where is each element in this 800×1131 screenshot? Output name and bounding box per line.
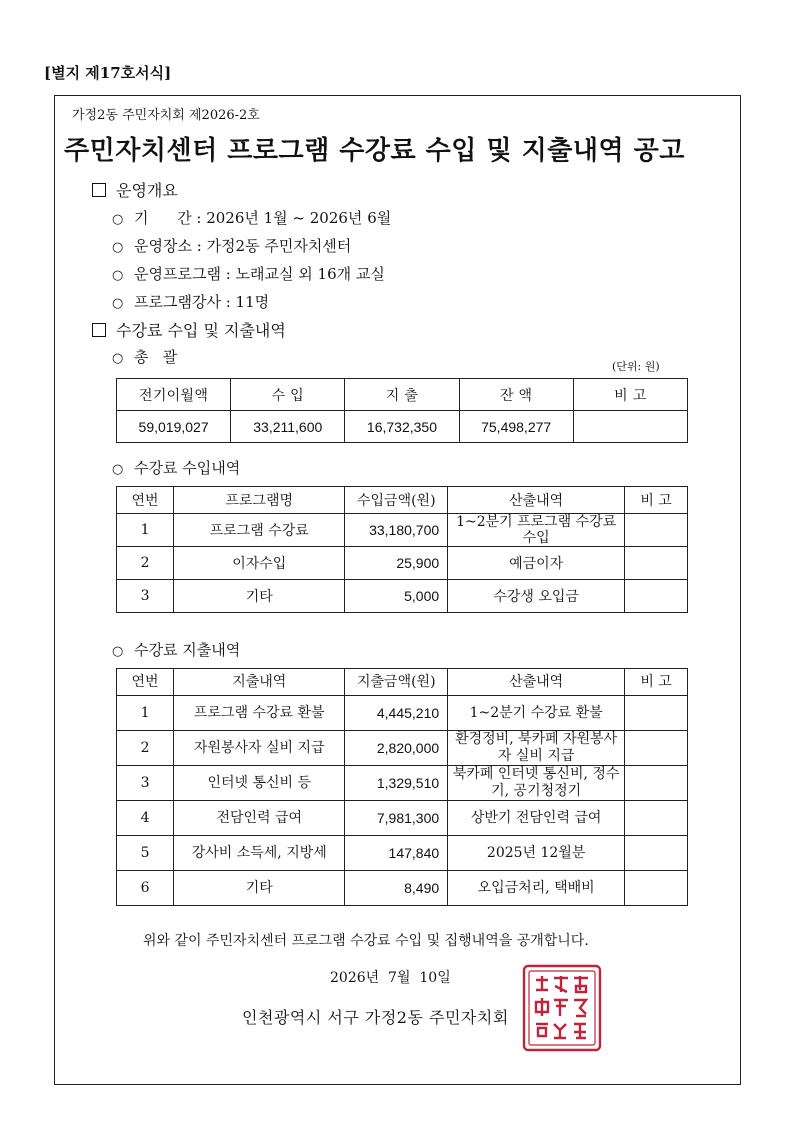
table-cell: 33,211,600 xyxy=(231,411,345,443)
table-cell: 2 xyxy=(117,731,174,766)
table-cell: 2025년 12월분 xyxy=(448,836,625,871)
table-cell: 수강생 오입금 xyxy=(448,580,625,613)
table-cell: 자원봉사자 실비 지급 xyxy=(174,731,345,766)
table-cell: 기타 xyxy=(174,580,345,613)
table-cell: 4 xyxy=(117,801,174,836)
table-cell: 오입금처리, 택배비 xyxy=(448,871,625,906)
table-header: 전기이월액 xyxy=(117,379,231,411)
table-cell: 강사비 소득세, 지방세 xyxy=(174,836,345,871)
council-name: 인천광역시 서구 가정2동 주민자치회 xyxy=(242,1008,509,1027)
table-header: 산출내역 xyxy=(448,487,625,514)
table-row xyxy=(117,514,688,547)
table-row xyxy=(117,801,688,836)
table-row xyxy=(117,696,688,731)
table-cell: 5 xyxy=(117,836,174,871)
notice-number: 가정2동 주민자치회 제2026-2호 xyxy=(72,108,260,123)
circle-bullet-icon: ○ xyxy=(112,240,124,255)
table-cell xyxy=(625,766,688,801)
table-cell xyxy=(625,696,688,731)
table-cell: 2,820,000 xyxy=(345,731,448,766)
expense-table xyxy=(116,668,688,906)
summary-subheading: ○ 총 괄 xyxy=(112,348,178,366)
table-cell: 147,840 xyxy=(345,836,448,871)
table-row xyxy=(117,731,688,766)
closing-statement: 위와 같이 주민자치센터 프로그램 수강료 수입 및 집행내역을 공개합니다. xyxy=(143,933,589,949)
table-cell: 인터넷 통신비 등 xyxy=(174,766,345,801)
summary-table xyxy=(116,378,688,443)
circle-bullet-icon: ○ xyxy=(112,351,124,366)
table-row xyxy=(117,580,688,613)
overview-item-period: ○ 기 간 : 2026년 1월 ~ 2026년 6월 xyxy=(112,209,392,227)
table-cell: 4,445,210 xyxy=(345,696,448,731)
circle-bullet-icon: ○ xyxy=(112,212,124,227)
overview-item-programs: ○ 운영프로그램 : 노래교실 외 16개 교실 xyxy=(112,265,385,283)
table-cell xyxy=(625,871,688,906)
table-header: 비 고 xyxy=(625,487,688,514)
table-cell: 7,981,300 xyxy=(345,801,448,836)
table-header: 연번 xyxy=(117,669,174,696)
table-cell: 75,498,277 xyxy=(459,411,573,443)
table-cell: 상반기 전담인력 급여 xyxy=(448,801,625,836)
circle-bullet-icon: ○ xyxy=(112,296,124,311)
table-header-row xyxy=(117,487,688,514)
table-cell: 25,900 xyxy=(345,547,448,580)
page-title: 주민자치센터 프로그램 수강료 수입 및 지출내역 공고 xyxy=(64,136,685,166)
table-cell: 1,329,510 xyxy=(345,766,448,801)
overview-item-venue: ○ 운영장소 : 가정2동 주민자치센터 xyxy=(112,237,352,255)
table-cell: 예금이자 xyxy=(448,547,625,580)
form-label: [별지 제17호서식] xyxy=(44,64,172,82)
table-header: 수입금액(원) xyxy=(345,487,448,514)
notice-date: 2026년 7월 10일 xyxy=(330,970,451,986)
table-cell: 프로그램 수강료 xyxy=(174,514,345,547)
section-heading-income-expense: 수강료 수입 및 지출내역 xyxy=(92,318,286,341)
table-row xyxy=(117,547,688,580)
table-header-row xyxy=(117,379,688,411)
table-header: 비 고 xyxy=(573,379,687,411)
section-heading-overview: 운영개요 xyxy=(92,178,178,201)
table-header: 수 입 xyxy=(231,379,345,411)
overview-item-instructors: ○ 프로그램강사 : 11명 xyxy=(112,293,270,311)
income-subheading: ○ 수강료 수입내역 xyxy=(112,459,241,477)
table-header: 지 출 xyxy=(345,379,459,411)
table-cell: 1 xyxy=(117,696,174,731)
table-cell: 3 xyxy=(117,580,174,613)
table-row xyxy=(117,871,688,906)
table-header: 지출내역 xyxy=(174,669,345,696)
table-cell: 프로그램 수강료 환불 xyxy=(174,696,345,731)
table-header: 연번 xyxy=(117,487,174,514)
table-cell: 북카페 인터넷 통신비, 정수기, 공기청정기 xyxy=(448,766,625,801)
table-cell: 환경정비, 북카페 자원봉사자 실비 지급 xyxy=(448,731,625,766)
unit-label: (단위: 원) xyxy=(612,360,660,373)
table-row xyxy=(117,836,688,871)
table-cell: 8,490 xyxy=(345,871,448,906)
table-cell: 59,019,027 xyxy=(117,411,231,443)
table-row xyxy=(117,766,688,801)
table-cell: 이자수입 xyxy=(174,547,345,580)
table-cell xyxy=(625,547,688,580)
table-cell: 33,180,700 xyxy=(345,514,448,547)
table-cell: 기타 xyxy=(174,871,345,906)
table-cell: 전담인력 급여 xyxy=(174,801,345,836)
expense-subheading: ○ 수강료 지출내역 xyxy=(112,641,241,659)
table-cell: 3 xyxy=(117,766,174,801)
table-header: 비 고 xyxy=(625,669,688,696)
table-cell: 1~2분기 프로그램 수강료 수입 xyxy=(448,514,625,547)
table-cell: 6 xyxy=(117,871,174,906)
checkbox-square-icon xyxy=(92,183,106,197)
table-cell xyxy=(625,580,688,613)
income-table xyxy=(116,486,688,613)
table-cell xyxy=(625,836,688,871)
table-cell: 5,000 xyxy=(345,580,448,613)
table-cell xyxy=(573,411,687,443)
checkbox-square-icon xyxy=(92,323,106,337)
table-header: 잔 액 xyxy=(459,379,573,411)
circle-bullet-icon: ○ xyxy=(112,268,124,283)
table-header-row xyxy=(117,669,688,696)
table-header: 산출내역 xyxy=(448,669,625,696)
table-cell xyxy=(625,514,688,547)
table-row xyxy=(117,411,688,443)
table-cell: 2 xyxy=(117,547,174,580)
circle-bullet-icon: ○ xyxy=(112,644,124,659)
table-cell: 1~2분기 수강료 환불 xyxy=(448,696,625,731)
table-cell xyxy=(625,801,688,836)
circle-bullet-icon: ○ xyxy=(112,462,124,477)
table-cell: 16,732,350 xyxy=(345,411,459,443)
official-seal-icon xyxy=(520,962,604,1054)
table-header: 지출금액(원) xyxy=(345,669,448,696)
table-cell: 1 xyxy=(117,514,174,547)
table-cell xyxy=(625,731,688,766)
table-header: 프로그램명 xyxy=(174,487,345,514)
